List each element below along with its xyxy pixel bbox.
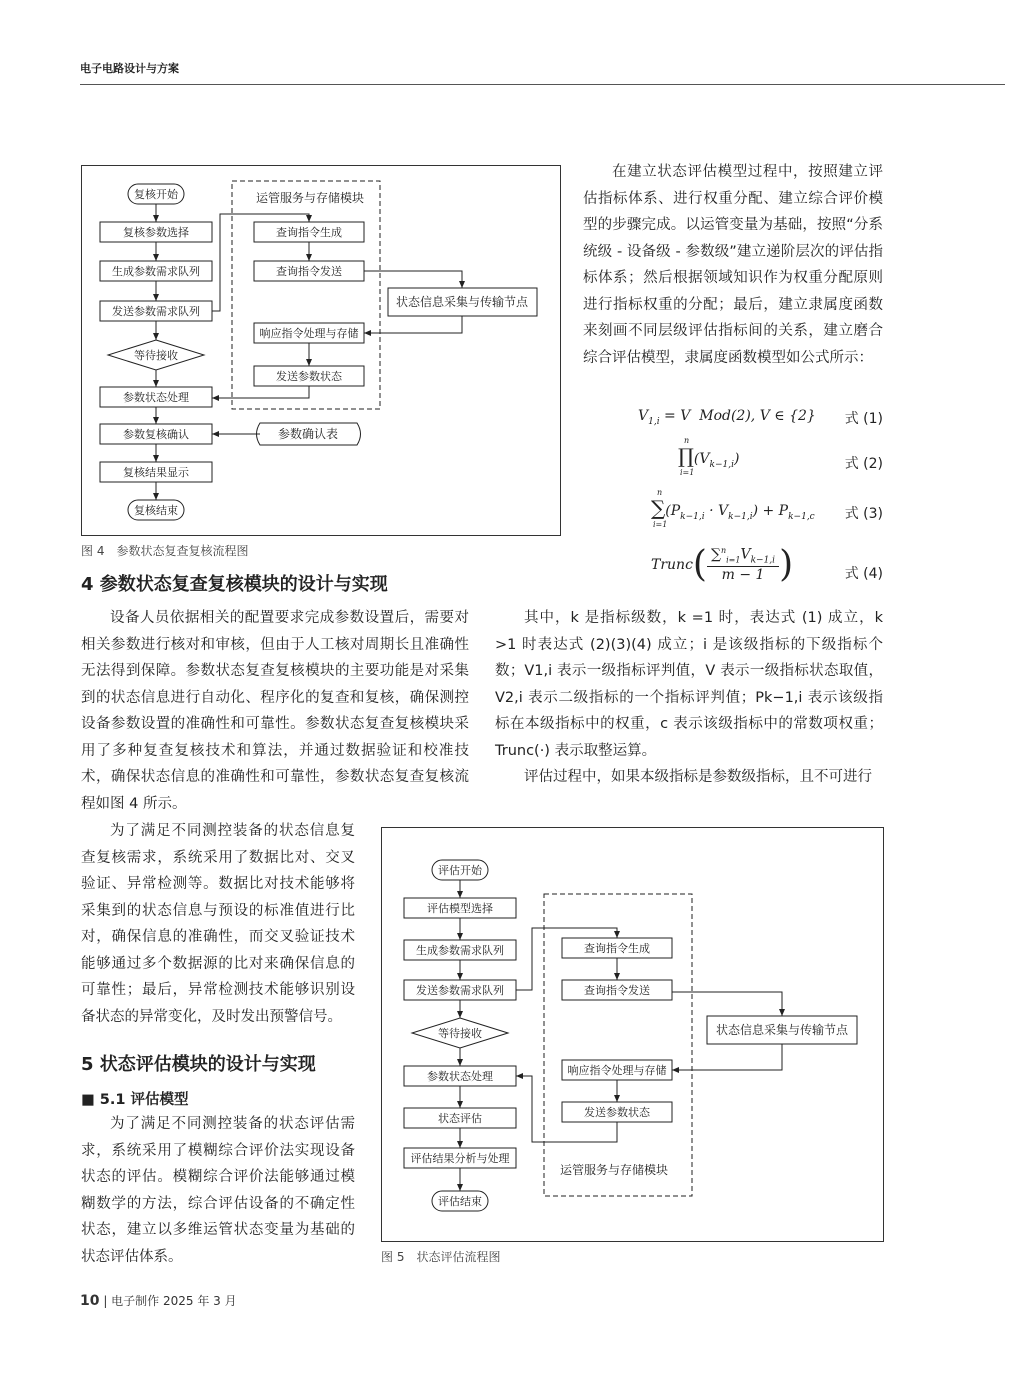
fig5-start: 评估开始 (438, 864, 482, 877)
section-5-title: 5 状态评估模块的设计与实现 (81, 1054, 316, 1075)
equation-2-label: 式 (2) (844, 456, 883, 472)
fig4-node: 状态信息采集与传输节点 (395, 295, 529, 309)
equation-1-label: 式 (1) (844, 411, 883, 427)
equation-block (583, 400, 883, 600)
equation-3-label: 式 (3) (844, 506, 883, 522)
fig5-wait: 等待接收 (438, 1027, 482, 1040)
fig4-wait: 等待接收 (134, 349, 178, 362)
fig5-n1: 评估模型选择 (427, 902, 493, 915)
fig4-n3: 发送参数需求队列 (112, 305, 200, 318)
section-4-title: 4 参数状态复查复核模块的设计与实现 (81, 574, 388, 595)
fig5-n5: 状态评估 (438, 1112, 482, 1125)
fig4-start: 复核开始 (134, 188, 178, 201)
section-5-paragraph-1: 为了满足不同测控装备的状态评估需求，系统采用了模糊综合评价法实现设备状态的评估。模糊综合评价法能够通过模糊数学的方法，综合评估设备的不确定性状态，建立以多维运管状态变量为基础的状态评估体系。 (81, 1116, 355, 1265)
fig5-n6: 评估结果分析与处理 (410, 1152, 510, 1165)
fig4-n1: 复核参数选择 (123, 226, 189, 239)
right-paragraph-2: 其中，k 是指标级数，k =1 时，表达式 (1) 成立，k >1 时表达式 (2)(3)(4) 成立；i 是该级指标的下级指标个数；V1,i 表示一级指标评判值，V 表示一级指标状态取值，V2,i 表示二级指标的一个指标评判值；Pk−1,i 表示该级指标在本级指标中的权重，c 表示该级指标中的常数项权重；Trunc(·) 表示取整运算。 (495, 610, 883, 759)
fig4-doc: 参数确认表 (277, 427, 339, 441)
fig5-n2: 生成参数需求队列 (416, 944, 504, 957)
header-rule (80, 84, 1005, 85)
figure-5-flowchart (382, 828, 883, 1241)
page-number: 10 (80, 1293, 100, 1309)
fig4-m2: 查询指令发送 (276, 265, 342, 278)
fig5-m3: 响应指令处理与存储 (567, 1064, 667, 1077)
fig4-m4: 发送参数状态 (276, 370, 342, 383)
fig4-n5: 参数复核确认 (123, 428, 189, 441)
fig5-n4: 参数状态处理 (427, 1070, 493, 1083)
fig4-n2: 生成参数需求队列 (112, 265, 200, 278)
footer-text: | 电子制作 2025 年 3 月 (103, 1294, 237, 1308)
section-4-paragraph-1: 设备人员依据相关的配置要求完成参数设置后，需要对相关参数进行核对和审核，但由于人工核对周期长且准确性无法得到保障。参数状态复查复核模块的主要功能是对采集到的状态信息进行自动化、程序化的复查和复核，确保测控设备参数设置的准确性和可靠性。参数状态复查复核模块采用了多种复查复核技术和算法，并通过数据验证和校准技术，确保状态信息的准确性和可靠性，参数状态复查复核流程如图 4 所示。 (81, 610, 469, 812)
section-5-1-title: ■ 5.1 评估模型 (81, 1092, 189, 1108)
equation-1: $V_{1,i} = V$ Mod(2), V ∈ {2} (638, 408, 816, 427)
figure-4 (81, 165, 561, 536)
fig5-end: 评估结束 (438, 1195, 482, 1208)
fig4-module: 运管服务与存储模块 (255, 191, 365, 205)
fig5-node: 状态信息采集与传输节点 (715, 1023, 849, 1037)
figure-4-caption: 图 4 参数状态复查复核流程图 (81, 544, 249, 558)
fig4-end: 复核结束 (134, 504, 178, 517)
equation-4: Trunc( $\frac{\sum^n_{i=1}V_{k-1,i}}{m - 1}$ ) (651, 544, 794, 585)
equation-3: ∑ n i=1 $(P_{k-1,i} \cdot V_{k-1,i}) + P_{k-1,c}$ (651, 488, 815, 529)
fig4-n4: 参数状态处理 (123, 391, 189, 404)
equation-2: ∏ n i=1 $(V_{k-1,i})$ (678, 436, 740, 477)
right-paragraph-3: 评估过程中，如果本级指标是参数级指标，且不可进行 (524, 769, 872, 785)
equation-4-label: 式 (4) (844, 566, 883, 582)
journal-header: 电子电路设计与方案 (80, 62, 179, 75)
fig5-module: 运管服务与存储模块 (559, 1163, 669, 1177)
fig5-m2: 查询指令发送 (584, 984, 650, 997)
section-4-paragraph-2: 为了满足不同测控装备的状态信息复查复核需求，系统采用了数据比对、交叉验证、异常检测等。数据比对技术能够将采集到的状态信息与预设的标准值进行比对，确保信息的准确性，而交叉验证技术能够通过多个数据源的比对来确保信息的可靠性；最后，异常检测技术能够识别设备状态的异常变化，及时发出预警信号。 (81, 823, 355, 1025)
fig4-m3: 响应指令处理与存储 (259, 327, 359, 340)
fig5-m4: 发送参数状态 (584, 1106, 650, 1119)
figure-5 (381, 827, 884, 1242)
figure-5-caption: 图 5 状态评估流程图 (381, 1250, 501, 1264)
fig5-m1: 查询指令生成 (584, 942, 650, 955)
fig5-n3: 发送参数需求队列 (416, 984, 504, 997)
fig4-n6: 复核结果显示 (123, 466, 189, 479)
fig4-m1: 查询指令生成 (276, 226, 342, 239)
figure-4-flowchart (82, 166, 560, 535)
right-paragraph-1: 在建立状态评估模型过程中，按照建立评估指标体系、进行权重分配、建立综合评价模型的步骤完成。以运管变量为基础，按照“分系统级 - 设备级 - 参数级”建立递阶层次的评估指标体系；然后根据领域知识作为权重分配原则进行指标权重的分配；最后，建立隶属度函数来刻画不同层级评估指标间的关系，建立磨合综合评估模型，隶属度函数模型如公式所示： (583, 164, 883, 366)
page-footer (80, 1292, 237, 1309)
